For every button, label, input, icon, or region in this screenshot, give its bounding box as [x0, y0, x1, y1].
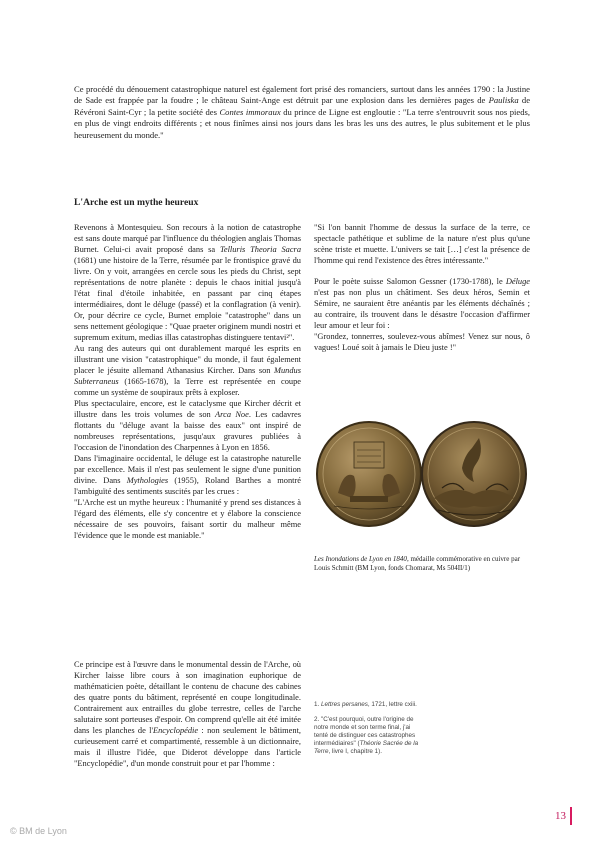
page-number: 13 — [555, 810, 566, 822]
left-p3-text-b: . Les cadavres flottants du "déluge avant la baisse des eaux" ont inspiré de nombreuses représentations, jusqu'aux gravures publiées à l'occasion de l'inondation des Charpennes à Lyon en 1856. — [74, 410, 301, 452]
footnote-1 — [314, 701, 424, 709]
left-p2-title: Mundus Subterraneus — [74, 366, 301, 386]
left-p2-text-b: (1665-1678), la Terre est représentée en coupe comme un système de soupiraux prêts à exploser. — [74, 377, 301, 397]
library-watermark: © BM de Lyon — [10, 826, 67, 836]
medal-photograph — [314, 398, 530, 550]
medal-obverse — [317, 422, 421, 526]
bottom-left-paragraph — [74, 659, 301, 769]
left-p4-title: Mythologies — [126, 476, 169, 485]
left-paragraph-2 — [74, 343, 301, 398]
left-p2-text-a: Au rang des auteurs qui ont durablement marqué les esprits en illustrant une vision "catastrophique" du monde, il faut également placer le jésuite allemand Athanasius Kircher. Dans son — [74, 344, 301, 375]
caption-title: Les Inondations de Lyon en 1840 — [314, 555, 407, 563]
intro-title-contes: Contes immoraux — [219, 106, 281, 117]
bottom-title: Encyclopédie — [152, 726, 199, 735]
footnotes — [314, 701, 424, 763]
right-paragraph-gessner — [314, 276, 530, 331]
right-quote-gessner: "Grondez, tonnerres, soulevez-vous abîmes! Venez sur nous, ô vagues! Loué soit à jamais le Dieu juste !" — [314, 332, 530, 352]
page-accent-mark — [570, 807, 572, 825]
bottom-text-b: : non seulement le bâtiment, curieusement carré et compartimenté, ressemble à un dictionnaire, mais il illustre l'idée, que Diderot développe dans l'article "Encyclopédie", d'un monde construit pour et par l'homme : — [74, 726, 301, 768]
right-p2-text-a: Pour le poète suisse Salomon Gessner (1730-1788), le — [314, 277, 506, 286]
intro-title-pauliska: Pauliska — [488, 95, 519, 106]
left-paragraph-4 — [74, 453, 301, 497]
left-p1-text-b: (1681) une histoire de la Terre, résumée par le frontispice gravé du livre. On y voit, arrangées en cercle sous les pieds du Christ, sept représentations de notre planète : depuis le chaos initial jusqu'à l'état final d'étoile inhabitée, en passant par cinq étapes intermédiaires, dont le déluge (passé) et la conflagration (à venir). Or, pour décrire ce cycle, Burnet emploie "catastrophe" dans un sens nettement géologique : "Quae praeter originem mundi nostri et supremum exitum, medias illas catastrophas distinguere tentavi²". — [74, 256, 301, 342]
right-quote-diderot: "Si l'on bannit l'homme de dessus la surface de la terre, ce spectacle pathétique et sublime de la nature n'est plus qu'une scène triste et muette. L'univers se tait […] c'est la présence de l'homme qui rend l'existence des êtres intéressante." — [314, 223, 530, 265]
footnote-2-number: 2. — [314, 716, 320, 723]
footnote-1-number: 1. — [314, 701, 320, 708]
footnote-2-end: , livre I, chapitre 1). — [328, 748, 383, 755]
medal-reverse — [422, 422, 526, 526]
right-column — [314, 222, 530, 353]
footnote-1-text: , 1721, lettre cxiii. — [367, 701, 417, 708]
right-p2-text-b: n'est pas non plus un châtiment. Ses deux héros, Semin et Sémire, ne sauraient être anéantis par les éléments déchaînés ; au contraire, ils trouvent dans le désastre l'occasion d'affirmer leur amour et leur foi : — [314, 288, 530, 330]
left-column — [74, 222, 301, 541]
left-p4-text-a: Dans l'imaginaire occidental, le déluge est la catastrophe naturelle par excellence. Mais il n'est pas seulement le signe d'une punition divine. Dans — [74, 454, 301, 485]
left-quote-barthes: "L'Arche est un mythe heureux : l'humanité y prend ses distances à l'égard des éléments, elle s'y concentre et y élabore la conscience nécessaire de ses pouvoirs, faisant sortir du malheur même l'évidence que le monde est maniable." — [74, 498, 301, 540]
intro-paragraph — [74, 84, 530, 141]
section-heading: L'Arche est un mythe heureux — [74, 197, 199, 208]
intro-text-1: Ce procédé du dénouement catastrophique naturel est également fort prisé des romanciers, surtout dans les années 1790 : la Justine de Sade est frappée par la foudre ; le château Saint-Ange est détruit par une explosion dans les dernières pages de — [74, 84, 530, 106]
left-p3-title: Arca Noe — [215, 410, 249, 419]
caption-text: , médaille commémorative en cuivre par Louis Schmitt (BM Lyon, fonds Chomarat, Ms 504II/1) — [314, 555, 521, 572]
image-caption — [314, 555, 530, 573]
intro-text-2: de Révéroni Saint-Cyr ; la petite société des — [74, 95, 531, 117]
footnote-2 — [314, 716, 424, 756]
footnote-2-text: "C'est pourquoi, outre l'origine de notre monde et son terme final, j'ai tenté de distinguer ces catastrophes intermédiaires" ( — [314, 716, 416, 747]
intro-text-3: du prince de Ligne est engloutie : "La terre s'entrouvrit sous nos pieds, en plus de vingt endroits différents ; et nous finîmes ainsi nos jours dans les bras les uns des autres, le plus subitement et le plus heureusement du monde." — [74, 106, 530, 140]
left-paragraph-1 — [74, 222, 301, 343]
footnote-2-title: Théorie Sacrée de la Terre — [314, 740, 419, 755]
left-p1-title: Telluris Theoria Sacra — [219, 245, 302, 254]
right-p2-title: Déluge — [505, 277, 530, 286]
left-paragraph-3 — [74, 398, 301, 453]
bottom-text-a: Ce principe est à l'œuvre dans le monumental dessin de l'Arche, où Kircher laisse libre cours à son imagination euphorique de mathématicien poète, détaillant le contenu de chacune des cabines des quatre ponts du bâtiment, représenté en coupe longitudinale. Contrairement aux entrailles du globe terrestre, celles de l'arche salutaire sont porteuses d'espoir. On comprend qu'elle ait été imitée dans les planches de l' — [74, 660, 301, 735]
footnote-1-title: Lettres persanes — [321, 701, 368, 708]
left-p3-text-a: Plus spectaculaire, encore, est le cataclysme que Kircher décrit et illustre dans les trois volumes de son — [74, 399, 301, 419]
left-p1-text-a: Revenons à Montesquieu. Son recours à la notion de catastrophe est sans doute marqué par l'influence du théologien anglais Thomas Burnet. Celui-ci avait proposé dans sa — [74, 223, 301, 254]
left-p4-text-b: (1955), Roland Barthes a montré l'ambiguïté des sentiments suscités par les crues : — [74, 476, 301, 496]
